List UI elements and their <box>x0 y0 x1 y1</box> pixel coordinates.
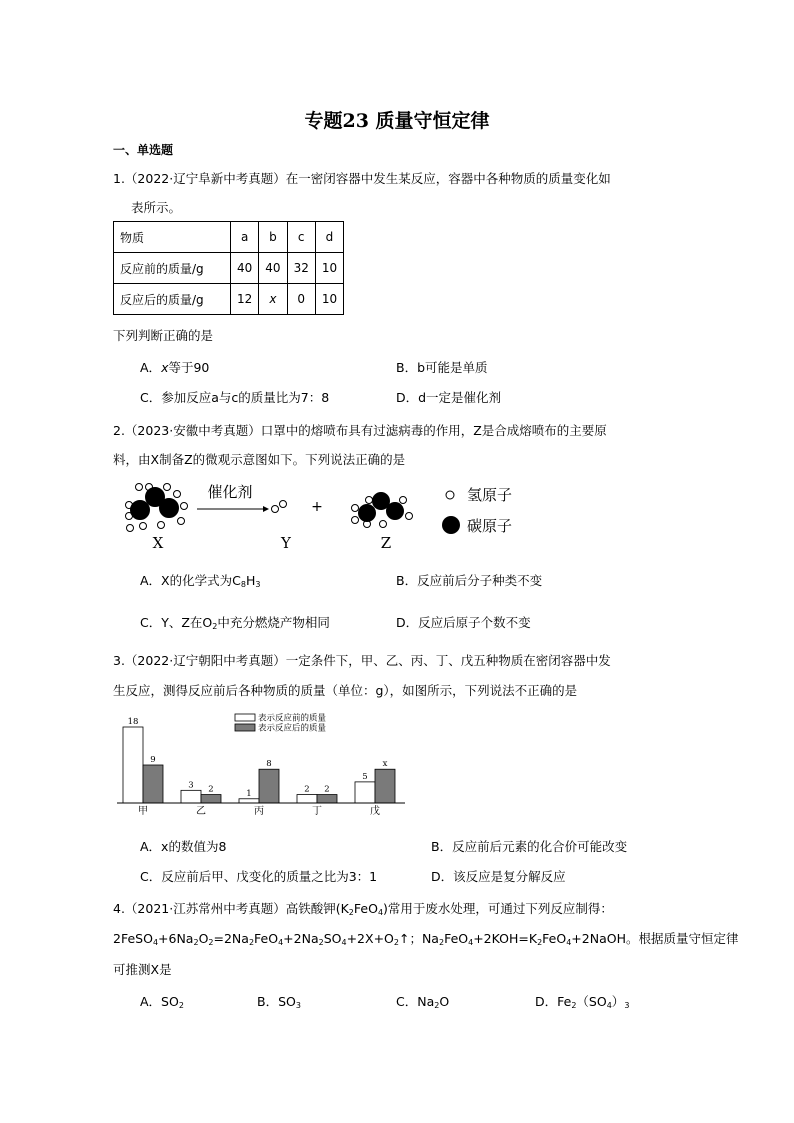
equation-text: FeO <box>254 931 279 946</box>
bar <box>201 795 221 803</box>
data-label: 2 <box>208 784 214 795</box>
data-label: 2 <box>304 784 310 795</box>
q1-question: 下列判断正确的是 <box>113 328 214 343</box>
data-label: 18 <box>127 717 139 727</box>
q4-option-b <box>257 992 301 1010</box>
reaction-diagram <box>113 478 553 558</box>
equation-text: +2KOH=K <box>473 931 538 946</box>
data-label: 2 <box>324 784 330 795</box>
q1-stem-line1: 1.（2022·辽宁阜新中考真题）在一密闭容器中发生某反应，容器中各种物质的质量变化如 <box>113 171 611 186</box>
option-text: B．SO <box>257 994 296 1009</box>
table-header-cell: d <box>315 222 343 253</box>
table-cell: 反应后的质量/g <box>114 284 231 315</box>
page-title: 专题23 质量守恒定律 <box>304 110 490 132</box>
table-header-cell: a <box>231 222 259 253</box>
option-text: D．Fe <box>535 994 572 1009</box>
table-cell: 10 <box>315 284 343 315</box>
q2-option-d: D．反应后原子个数不变 <box>396 615 531 630</box>
table-cell: 反应前的质量/g <box>114 253 231 284</box>
table-cell: 40 <box>231 253 259 284</box>
table-header-row <box>114 222 344 253</box>
stem-text: )常用于废水处理，可通过下列反应制得： <box>383 901 613 916</box>
q2-option-a <box>140 571 260 589</box>
q1-option-b: B．b可能是单质 <box>396 360 488 375</box>
subscript: 2 <box>178 1001 184 1010</box>
subscript: 2 <box>438 938 445 947</box>
subscript: 4 <box>152 938 159 947</box>
equation-text: FeO <box>542 931 567 946</box>
subscript: 4 <box>566 938 572 947</box>
subscript: 3 <box>624 1001 630 1010</box>
plus-sign: + <box>311 499 323 515</box>
subscript: 2 <box>212 622 218 631</box>
equation-text: ↑；Na <box>398 931 439 946</box>
bar <box>143 765 163 803</box>
catalyst-label: 催化剂 <box>207 483 253 501</box>
equation-text: SO <box>323 931 342 946</box>
q4-option-a <box>140 992 184 1010</box>
table-cell: 12 <box>231 284 259 315</box>
table-header-cell: c <box>287 222 315 253</box>
q2-stem-line1: 2.（2023·安徽中考真题）口罩中的熔喷布具有过滤病毒的作用，Z是合成熔喷布的主要原 <box>113 423 607 438</box>
q4-stem-line1 <box>113 899 613 917</box>
option-text: C．Y、Z在O <box>140 615 213 630</box>
subscript: 2 <box>571 1001 577 1010</box>
q4-stem-line3: 可推测X是 <box>113 962 172 977</box>
bar <box>355 782 375 803</box>
data-label: 9 <box>150 755 156 765</box>
table-cell: 10 <box>315 253 343 284</box>
subscript: 2 <box>537 938 543 947</box>
q3-option-b: B．反应前后元素的化合价可能改变 <box>431 839 628 854</box>
option-text: C．Na <box>396 994 435 1009</box>
carbon-atom-legend-icon <box>442 516 460 534</box>
equation-text: +2Na <box>283 931 319 946</box>
stem-text: 4.（2021·江苏常州中考真题）高铁酸钾(K <box>113 901 349 916</box>
table-cell: 0 <box>287 284 315 315</box>
table-cell: x <box>259 284 287 315</box>
table-cell: 32 <box>287 253 315 284</box>
label-z: Z <box>380 534 392 552</box>
option-text: O <box>439 994 450 1009</box>
subscript: 2 <box>348 908 354 917</box>
subscript: 4 <box>377 908 384 917</box>
label-x: X <box>152 534 164 552</box>
subscript: 8 <box>240 580 246 589</box>
q3-stem-line1: 3.（2022·辽宁朝阳中考真题）一定条件下，甲、乙、丙、丁、戊五种物质在密闭容器中发 <box>113 653 611 668</box>
equation-text: =2Na <box>213 931 249 946</box>
category-label: 戊 <box>370 806 380 817</box>
subscript: 2 <box>393 938 399 947</box>
q3-option-a: A．x的数值为8 <box>140 839 227 854</box>
category-label: 丙 <box>254 806 264 817</box>
bar <box>259 769 279 803</box>
arrow-head <box>263 506 269 512</box>
q3-stem-line2: 生反应，测得反应前后各种物质的质量（单位：g），如图所示，下列说法不正确的是 <box>113 683 578 698</box>
q3-option-c: C．反应前后甲、戊变化的质量之比为3：1 <box>140 869 378 884</box>
q1-stem-line2: 表所示。 <box>131 200 182 215</box>
legend-swatch <box>235 724 255 731</box>
option-text: 中充分燃烧产物相同 <box>217 615 330 630</box>
data-label: x <box>382 759 388 770</box>
option-text: A．X的化学式为C <box>140 573 241 588</box>
option-text: H <box>245 573 256 588</box>
subscript: 4 <box>341 938 347 947</box>
legend-label: 表示反应前的质量 <box>258 713 327 724</box>
molecule-y <box>272 501 287 513</box>
option-text: （SO <box>576 994 607 1009</box>
data-label: 1 <box>246 788 252 799</box>
equation-text: O <box>198 931 209 946</box>
molecule-x <box>126 484 188 532</box>
subscript: 4 <box>468 938 474 947</box>
section-heading: 一、单选题 <box>113 143 174 157</box>
q2-stem-line2: 料，由X制备Z的微观示意图如下。下列说法正确的是 <box>113 452 406 467</box>
subscript: 3 <box>295 1001 301 1010</box>
option-text: A．SO <box>140 994 179 1009</box>
equation-text: 2FeSO <box>113 931 153 946</box>
data-label: 8 <box>266 759 272 770</box>
legend-carbon: 碳原子 <box>467 517 513 535</box>
hydrogen-atom-legend-icon <box>446 491 454 499</box>
category-label: 甲 <box>138 806 148 817</box>
legend-swatch <box>235 714 255 721</box>
category-label: 丁 <box>312 806 322 817</box>
molecule-z <box>352 493 413 528</box>
bar <box>181 790 201 803</box>
subscript: 2 <box>193 938 199 947</box>
equation-text: FeO <box>444 931 469 946</box>
q2-option-b: B．反应前后分子种类不变 <box>396 573 543 588</box>
q4-equations <box>113 929 738 947</box>
bar <box>317 795 337 803</box>
table-header-cell: b <box>259 222 287 253</box>
subscript: 2 <box>208 938 214 947</box>
legend-label: 表示反应后的质量 <box>258 723 327 734</box>
q4-option-d <box>535 992 629 1010</box>
q3-option-d: D．该反应是复分解反应 <box>431 869 566 884</box>
subscript: 3 <box>255 580 261 589</box>
table-header-cell: 物质 <box>114 222 231 253</box>
legend-hydrogen: 氢原子 <box>467 486 513 504</box>
table-row <box>114 253 344 284</box>
q4-option-c <box>396 992 449 1010</box>
stem-text: FeO <box>353 901 378 916</box>
subscript: 4 <box>606 1001 612 1010</box>
subscript: 2 <box>434 1001 440 1010</box>
q1-option-a <box>140 358 209 376</box>
option-label: A． <box>140 360 162 375</box>
q1-mass-table <box>113 221 344 315</box>
mass-bar-chart <box>113 710 413 820</box>
option-text: ） <box>611 994 625 1009</box>
variable-x: x <box>161 360 169 375</box>
table-row <box>114 284 344 315</box>
bar <box>375 769 395 803</box>
bar <box>297 795 317 803</box>
option-text: 等于90 <box>168 360 210 375</box>
equation-text: +2X+O <box>346 931 394 946</box>
subscript: 2 <box>248 938 255 947</box>
label-y: Y <box>281 534 291 552</box>
q2-option-c <box>140 613 330 631</box>
data-label: 3 <box>188 780 194 791</box>
equation-text: +2NaOH。根据质量守恒定律 <box>571 931 739 946</box>
bar <box>239 799 259 803</box>
equation-text: +6Na <box>158 931 194 946</box>
subscript: 2 <box>318 938 324 947</box>
table-cell: 40 <box>259 253 287 284</box>
q1-option-c: C．参加反应a与c的质量比为7：8 <box>140 390 330 405</box>
subscript: 4 <box>278 938 284 947</box>
bar <box>123 727 143 803</box>
q1-option-d: D．d一定是催化剂 <box>396 390 502 405</box>
data-label: 5 <box>362 771 368 782</box>
category-label: 乙 <box>196 806 206 817</box>
